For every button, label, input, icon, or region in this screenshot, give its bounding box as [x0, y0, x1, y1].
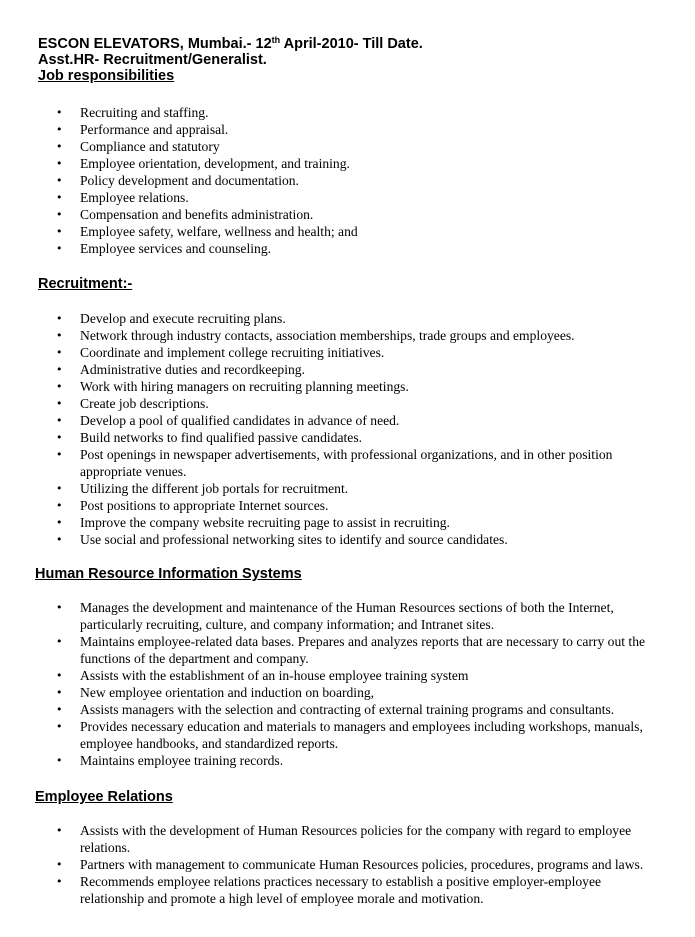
list-item: • Manages the development and maintenance of the Human Resources sections of both the Internet, particularly recruiting, culture, and company information; and Intranet sites.: [0, 599, 666, 633]
list-item: • Provides necessary education and materials to managers and employees including workshops, manuals, employee handbooks, and standardized reports.: [0, 718, 666, 752]
list-item: • Employee relations.: [0, 189, 666, 206]
job-responsibilities-list: [0, 104, 666, 257]
list-item: • Maintains employee-related data bases. Prepares and analyzes reports that are necessary to carry out the functions of the department and company.: [0, 633, 666, 667]
employment-header: [38, 36, 423, 84]
position-title: Asst.HR- Recruitment/Generalist.: [38, 52, 267, 68]
company-line: ESCON ELEVATORS, Mumbai.- 12th April-2010- Till Date.: [38, 35, 423, 52]
recruitment-list: [0, 310, 666, 548]
list-item: • Policy development and documentation.: [0, 172, 666, 189]
list-item: • Assists with the establishment of an in-house employee training system: [0, 667, 666, 684]
recruitment-heading: Recruitment:-: [38, 276, 133, 292]
hris-list: [0, 599, 666, 769]
list-item: • Network through industry contacts, association memberships, trade groups and employees.: [0, 327, 666, 344]
list-item: • Post openings in newspaper advertisements, with professional organizations, and in other position appropriate venues.: [0, 446, 666, 480]
list-item: • Work with hiring managers on recruiting planning meetings.: [0, 378, 666, 395]
list-item: • Develop and execute recruiting plans.: [0, 310, 666, 327]
list-item: • Partners with management to communicate Human Resources policies, procedures, programs and laws.: [0, 856, 666, 873]
list-item: • Compensation and benefits administration.: [0, 206, 666, 223]
hris-heading: Human Resource Information Systems: [35, 566, 302, 582]
list-item: • Recruiting and staffing.: [0, 104, 666, 121]
list-item: • Employee orientation, development, and training.: [0, 155, 666, 172]
list-item: • Assists with the development of Human Resources policies for the company with regard to employee relations.: [0, 822, 666, 856]
list-item: • Recommends employee relations practices necessary to establish a positive employer-employee relationship and promote a high level of employee morale and motivation.: [0, 873, 666, 907]
list-item: • Develop a pool of qualified candidates in advance of need.: [0, 412, 666, 429]
list-item: • Build networks to find qualified passive candidates.: [0, 429, 666, 446]
job-responsibilities-heading: Job responsibilities: [38, 68, 175, 84]
list-item: • Performance and appraisal.: [0, 121, 666, 138]
employee-relations-list: [0, 822, 666, 907]
list-item: • New employee orientation and induction on boarding,: [0, 684, 666, 701]
list-item: • Compliance and statutory: [0, 138, 666, 155]
employee-relations-heading: Employee Relations: [35, 789, 173, 805]
list-item: • Use social and professional networking sites to identify and source candidates.: [0, 531, 666, 548]
list-item: • Employee safety, welfare, wellness and health; and: [0, 223, 666, 240]
list-item: • Post positions to appropriate Internet sources.: [0, 497, 666, 514]
list-item: • Improve the company website recruiting page to assist in recruiting.: [0, 514, 666, 531]
list-item: • Create job descriptions.: [0, 395, 666, 412]
list-item: • Employee services and counseling.: [0, 240, 666, 257]
list-item: • Assists managers with the selection and contracting of external training programs and consultants.: [0, 701, 666, 718]
list-item: • Coordinate and implement college recruiting initiatives.: [0, 344, 666, 361]
list-item: • Maintains employee training records.: [0, 752, 666, 769]
list-item: • Administrative duties and recordkeeping.: [0, 361, 666, 378]
list-item: • Utilizing the different job portals for recruitment.: [0, 480, 666, 497]
